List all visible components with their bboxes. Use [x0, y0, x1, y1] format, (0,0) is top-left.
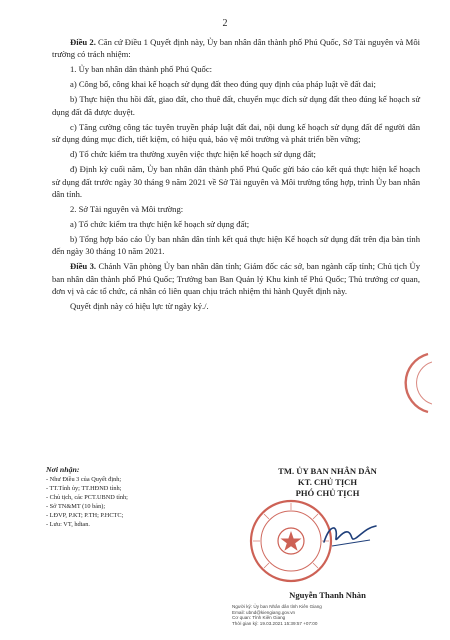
handwritten-signature-icon — [320, 520, 380, 550]
article-heading: Điều 3. — [70, 261, 97, 272]
paragraph-dieu-2 — [52, 36, 420, 61]
article-heading: Điều 2. — [70, 37, 96, 47]
recipients-title: Nơi nhận: — [46, 465, 80, 474]
digital-signature-line: Người ký: Ủy ban Nhân dân tỉnh Kiên Giang — [232, 604, 322, 609]
signer-name: Nguyễn Thanh Nhàn — [289, 590, 366, 600]
paragraph: b) Tổng hợp báo cáo Ủy ban nhân dân tỉnh kết quả thực hiện Kế hoạch sử dụng đất trên địa bàn tỉnh đến ngày 30 tháng 10 năm 2021. — [52, 234, 420, 257]
recipients-block — [46, 465, 221, 529]
paragraph: b) Thực hiện thu hồi đất, giao đất, cho thuê đất, chuyển mục đích sử dụng đất theo đúng kế hoạch sử dụng đất đã được duyệt. — [52, 94, 420, 117]
side-seal-stamp-icon — [388, 352, 432, 414]
recipient-item: - Sở TN&MT (10 bản); — [46, 503, 106, 510]
recipient-item: - TT.Tỉnh ủy; TT.HĐND tỉnh; — [46, 485, 122, 492]
paragraph-dieu-3 — [52, 260, 420, 297]
signature-line-2: KT. CHỦ TỊCH — [297, 477, 358, 487]
paragraph: a) Công bố, công khai kế hoạch sử dụng đất theo đúng quy định của pháp luật về đất đai; — [70, 79, 376, 90]
digital-signature-line: Cơ quan: Tỉnh Kiên Giang — [232, 615, 286, 621]
paragraph: 1. Ủy ban nhân dân thành phố Phú Quốc: — [70, 64, 213, 75]
paragraph-text: Chánh Văn phòng Ủy ban nhân dân tỉnh; Giám đốc các sở, ban ngành cấp tỉnh; Chủ tịch Ủy ban nhân dân thành phố Phú Quốc; Trưởng ban Ban Quản lý Khu kinh tế Phú Quốc; Thủ trưởng cơ quan, đơn vị và các tổ chức, cá nhân có liên quan chịu trách nhiệm thi hành Quyết định này. — [52, 261, 420, 297]
recipient-item: - Lưu: VT, hdtan. — [46, 521, 90, 528]
paragraph: c) Tăng cường công tác tuyên truyền pháp luật đất đai, nội dung kế hoạch sử dụng đất để người dân sử dụng đúng mục đích, tiết kiệm, có hiệu quả, bảo vệ môi trường và phát triển bền vững; — [52, 121, 420, 145]
digital-signature-info — [232, 604, 432, 626]
signature-line-3: PHÓ CHỦ TỊCH — [295, 488, 360, 498]
document-body — [52, 36, 420, 315]
recipient-item: - Như Điều 3 của Quyết định; — [46, 476, 122, 483]
paragraph: d) Tổ chức kiểm tra thường xuyên việc thực hiện kế hoạch sử dụng đất; — [70, 149, 316, 160]
paragraph: 2. Sở Tài nguyên và Môi trường: — [70, 204, 184, 215]
paragraph-effective: Quyết định này có hiệu lực từ ngày ký./. — [70, 301, 209, 312]
paragraph: đ) Định kỳ cuối năm, Ủy ban nhân dân thành phố Phú Quốc gửi báo cáo kết quả thực hiện kế hoạch sử dụng đất trước ngày 30 tháng 9 năm 2021 về Sở Tài nguyên và Môi trường tổng hợp, trình Ủy ban nhân dân tỉnh. — [52, 164, 420, 200]
digital-signature-line: Email: ubnd@kiengiang.gov.vn — [232, 609, 296, 615]
signature-block — [240, 466, 415, 499]
paragraph-text: Căn cứ Điều 1 Quyết định này, Ủy ban nhân dân thành phố Phú Quốc, Sở Tài nguyên và Môi trường có trách nhiệm: — [52, 37, 421, 60]
digital-signature-line: Thời gian ký: 19.03.2021 15:39:57 +07:00 — [232, 620, 318, 626]
signature-line-1: TM. ỦY BAN NHÂN DÂN — [278, 466, 377, 476]
recipient-item: - Chủ tịch, các PCT.UBND tỉnh; — [46, 494, 128, 501]
page-number: 2 — [222, 18, 228, 29]
recipient-item: - LĐVP, P.KT; P.TH; P.HCTC; — [46, 512, 124, 519]
paragraph: a) Tổ chức kiểm tra thực hiện kế hoạch sử dụng đất; — [70, 219, 250, 230]
